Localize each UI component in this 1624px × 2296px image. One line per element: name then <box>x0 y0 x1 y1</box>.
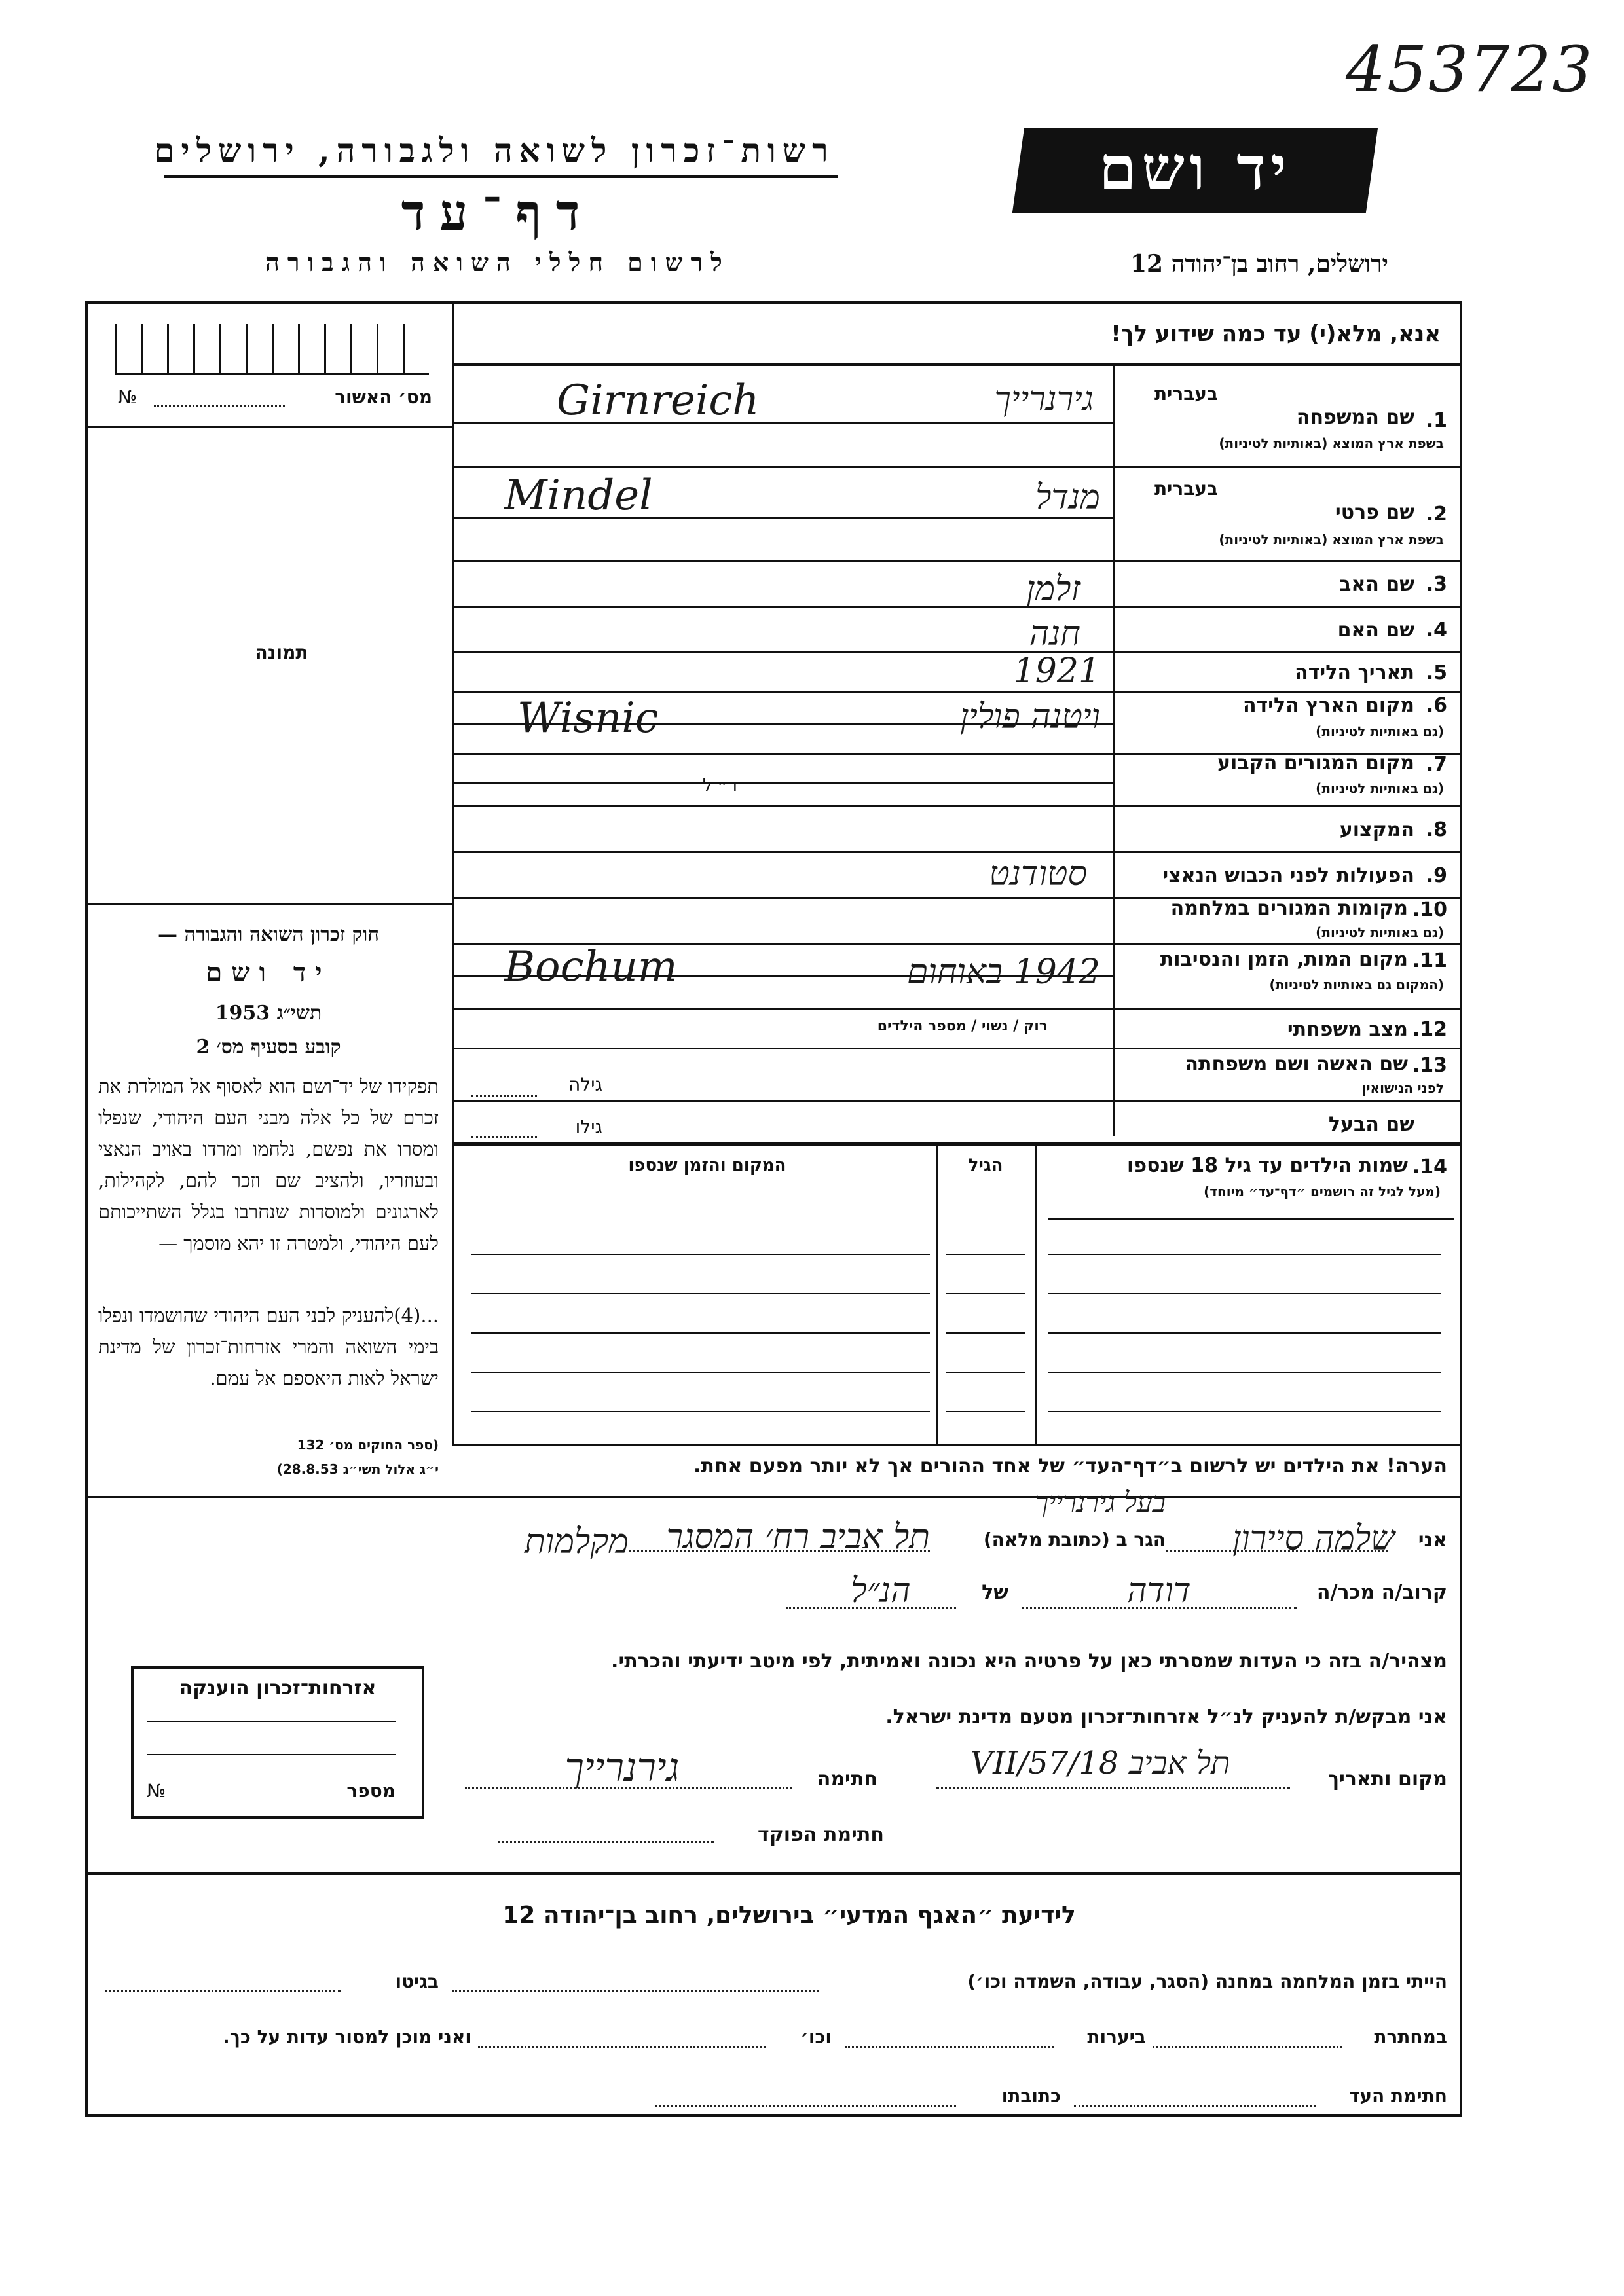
authority-name: רשות־זכרון לשואה ולגבורה, ירושלים <box>154 131 835 170</box>
husband-label: שם הבעל <box>1328 1113 1414 1136</box>
field-4-num: 4. <box>1426 619 1447 642</box>
field-9-value: סטודנט <box>989 854 1087 894</box>
field-1-label: שם המשפחה <box>1296 406 1414 429</box>
field-8-label: המקצוע <box>1339 818 1414 841</box>
field-12-options: רוק / נשוי / מספר הילדים <box>877 1018 1048 1034</box>
field-6-note: (גם באותיות לטיניות) <box>1316 723 1444 739</box>
archive-number: 453723 <box>1346 33 1594 106</box>
law-name: יד ושם <box>206 957 331 988</box>
approval-grid <box>115 324 429 375</box>
remark-top <box>452 1444 1460 1446</box>
children-row <box>471 1332 930 1334</box>
instructions: אנא, מלא(י) עד כמה שידוע לך! <box>1111 321 1441 347</box>
field-4-value: חנה <box>1029 614 1080 653</box>
field-7-label: מקום המגורים הקבוע <box>1217 752 1414 774</box>
row-line <box>452 1008 1460 1010</box>
children-row <box>946 1332 1025 1334</box>
footer-row2-a: במחתרת <box>1374 2026 1447 2048</box>
children-row <box>471 1411 930 1412</box>
children-row <box>1048 1293 1441 1294</box>
field-10-label: מקומות המגורים במלחמה <box>1170 897 1408 920</box>
field-8-num: 8. <box>1426 818 1447 841</box>
approval-rule <box>85 426 452 428</box>
citizenship-line <box>147 1721 396 1722</box>
row-line <box>452 805 1460 807</box>
witness-address-dots <box>629 1550 930 1552</box>
witness-address-value: תל אביב רח׳ המסגר <box>666 1518 930 1557</box>
citizenship-number-label: מספר <box>346 1780 396 1802</box>
footer-row2-dots-a <box>1153 2046 1342 2048</box>
field-6-latin-value: Wisnic <box>517 694 659 742</box>
signature-value: גירנרייך <box>564 1745 680 1791</box>
footer-row1-dots <box>452 1990 819 1992</box>
row-line <box>452 466 1460 468</box>
form-subtitle: לרשום חללי השואה והגבורה <box>265 247 730 277</box>
citizenship-line <box>147 1754 396 1755</box>
children-col-divider <box>1035 1144 1037 1444</box>
footer-title: לידיעת ״האגף המדעי״ בירושלים, רחוב בן־יהודה 12 <box>502 1902 1076 1929</box>
field-11-num: 11. <box>1412 949 1447 972</box>
children-header-rule <box>1048 1218 1454 1220</box>
field-13-age-dots <box>471 1095 537 1097</box>
signature-label: חתימה <box>817 1768 877 1791</box>
instruction-rule <box>452 363 1460 366</box>
children-row <box>1048 1332 1441 1334</box>
of-value: הנ״ל <box>851 1571 911 1611</box>
footer-row1-dots-2 <box>105 1990 341 1992</box>
children-row <box>471 1293 930 1294</box>
left-column-divider <box>452 301 454 1444</box>
officer-label: חתימת הפוקד <box>758 1823 884 1846</box>
children-row <box>1048 1254 1441 1255</box>
approval-label: מס׳ האשור <box>335 386 432 408</box>
witness-name: שלמה סיירון <box>1232 1519 1395 1558</box>
field-2-num: 2. <box>1426 503 1447 526</box>
field-3-value: זלמן <box>1026 570 1080 609</box>
field-6-label: מקום הארץ הלידה <box>1242 694 1414 717</box>
row-line <box>452 851 1460 853</box>
witness-name-dots <box>1166 1550 1388 1552</box>
footer-row2-c: וכו׳ <box>800 2026 832 2048</box>
children-row <box>946 1293 1025 1294</box>
husband-age-dots <box>471 1136 537 1138</box>
declaration: מצהיר/ה בזה כי העדות שמסרתי כאן על פרטיה היא נכונה ואמיתית, לפי מיטב ידיעתי והכרתי. <box>611 1650 1447 1673</box>
children-col-divider <box>936 1144 938 1444</box>
footer-row3-dots-b <box>655 2105 956 2107</box>
footer-row2-dots-c <box>478 2046 766 2048</box>
citizenship-title: אזרחות־זכרון הוענקה <box>179 1677 377 1700</box>
field-1-hebrew-value: גירנרייך <box>994 380 1094 419</box>
field-1-latin-value: Girnreich <box>557 376 760 425</box>
children-num: 14. <box>1412 1156 1447 1178</box>
husband-age-label: גילו <box>575 1116 602 1138</box>
field-2-label: שם פרטי <box>1335 501 1414 524</box>
field-2-latin-value: Mindel <box>504 471 653 520</box>
form-title: דף־עד <box>401 183 595 242</box>
field-2-note: בשפת ארץ המוצא (באותיות לטיניות) <box>1219 532 1444 547</box>
law-year: תשי״ג 1953 <box>215 1002 322 1025</box>
row-line <box>452 1048 1460 1049</box>
place-date-dots <box>936 1787 1290 1789</box>
field-11-label: מקום המות, הזמן והנסיבות <box>1160 948 1408 971</box>
header-rule <box>164 175 838 178</box>
field-12-label: מצב משפחתי <box>1287 1018 1408 1041</box>
footer-row3-a: חתימת העד <box>1348 2085 1447 2107</box>
relative-label: קרוב/ה מכר/ה <box>1316 1581 1447 1604</box>
witness-extra-hand: מקלמות <box>525 1522 629 1561</box>
yad-vashem-logo <box>1012 128 1378 213</box>
logo-text: יד ושם <box>1099 133 1292 204</box>
children-row <box>1048 1411 1441 1412</box>
field-3-label: שם האב <box>1339 573 1414 596</box>
place-date-value: תל אביב 18/VII/57 <box>970 1745 1230 1781</box>
footer-row3-b: כתובתו <box>1001 2085 1061 2107</box>
footer-row1-a: הייתי בזמן המלחמה במחנה (הסגר, עבודה, השמדה וכו׳) <box>967 1971 1447 1992</box>
relative-value: דודה <box>1127 1571 1191 1611</box>
children-row <box>1048 1372 1441 1373</box>
footer-row2-d: ואני מוכן למסור עדות על כך. <box>223 2026 471 2048</box>
remark: הערה! את הילדים יש לרשום ב״דף־העד״ של אחד ההורים אך לא יותר מפעם אחת. <box>693 1455 1447 1478</box>
remark-bottom <box>85 1496 1460 1498</box>
witness-ani: אני <box>1418 1529 1447 1552</box>
of-label: של <box>982 1581 1008 1604</box>
law-title: חוק זכרון השואה והגבורה — <box>158 923 379 946</box>
footer-row3-dots-a <box>1074 2105 1316 2107</box>
citizenship-box <box>131 1666 424 1819</box>
law-source-1: (ספר החוקים מס׳ 132 <box>297 1437 439 1453</box>
field-13-label: שם האשה ושם משפחתה <box>1185 1053 1408 1076</box>
field-13-age-label: גילה <box>568 1074 602 1095</box>
field-10-note: (גם באותיות לטיניות) <box>1316 924 1444 940</box>
witness-address-label: הגר ב (כתובת מלאה) <box>983 1529 1166 1550</box>
footer-row2-dots-b <box>845 2046 1054 2048</box>
signature-dots <box>465 1787 792 1789</box>
field-7-num: 7. <box>1426 753 1447 776</box>
footer-row2-b: ביערות <box>1087 2026 1146 2048</box>
law-item4: ...(4)להעניק לבני העם היהודי שהושמדו ונפלו בימי השואה והמרי אזרחות־זכרון של מדינת ישראל לאות היאספם אל עמם. <box>98 1304 439 1389</box>
photo-label: תמונה <box>255 642 308 663</box>
children-row <box>471 1372 930 1373</box>
hebrew-note-2: בעברית <box>1154 478 1218 500</box>
field-5-num: 5. <box>1426 661 1447 684</box>
children-top <box>452 1144 1460 1146</box>
children-row <box>946 1411 1025 1412</box>
field-3-num: 3. <box>1426 573 1447 596</box>
field-6-value: ויטנה פולין <box>959 697 1100 737</box>
field-9-num: 9. <box>1426 864 1447 887</box>
field-13-note: לפני הנישואין <box>1361 1080 1444 1096</box>
field-6-num: 6. <box>1426 694 1447 717</box>
row-line <box>452 560 1460 562</box>
law-source-2: י״ג אלול תשי״ג 28.8.53) <box>276 1461 439 1477</box>
children-row <box>946 1254 1025 1255</box>
of-dots <box>786 1607 956 1609</box>
photo-rule <box>85 903 452 905</box>
field-11-value: 1942 באוחום <box>907 953 1100 992</box>
field-7-note: (גם באותיות לטיניות) <box>1316 780 1444 796</box>
law-clause: קובע בסעיף מס׳ 2 <box>196 1036 341 1059</box>
label-column-divider <box>1113 363 1115 1136</box>
field-9-label: הפעולות לפני הכבוש הנאצי <box>1162 864 1414 887</box>
children-label: שמות הילדים עד גיל 18 שנספו <box>1127 1154 1408 1177</box>
field-1-note: בשפת ארץ המוצא (באותיות לטיניות) <box>1219 435 1444 451</box>
field-1-num: 1. <box>1426 409 1447 432</box>
field-2-hebrew-value: מנדל <box>1035 478 1100 517</box>
field-10-num: 10. <box>1412 898 1447 921</box>
law-body: תפקידו של יד־ושם הוא לאסוף אל המולדת את זכרם של כל אלה מבני העם היהודי, שנפלו ומסרו את נפשם, נלחמו ומרדו באויב הנאצי ובעוזריו, ולהציב שם וזכר להם, לקהילות, לארגונים ולמוסדות שנחרבו בגלל השתייכותם לעם היהודי, ולמטרה זו יהא מוסמך — <box>98 1075 439 1254</box>
footer-top <box>85 1872 1460 1875</box>
field-5-value: 1921 <box>1013 651 1100 691</box>
field-13-num: 13. <box>1412 1054 1447 1077</box>
row-line <box>452 691 1460 693</box>
children-note: (מעל לגיל זה רושמים ״דף־עד״ מיוחד) <box>1204 1184 1441 1199</box>
children-col-place: המקום והזמן שנספו <box>628 1156 786 1175</box>
relative-dots <box>1022 1607 1297 1609</box>
children-row <box>946 1372 1025 1373</box>
field-5-label: תאריך הלידה <box>1295 661 1414 684</box>
approval-number-sign: № <box>118 386 138 408</box>
officer-dots <box>498 1841 714 1843</box>
field-11-note: (המקום גם באותיות לטיניות) <box>1269 977 1444 993</box>
field-4-label: שם האם <box>1337 619 1414 642</box>
row-line <box>452 1100 1460 1102</box>
footer-row1-b: בגיטו <box>395 1971 439 1992</box>
witness-hand-above: בעל גירנרייך <box>1035 1486 1166 1518</box>
children-row <box>471 1254 930 1255</box>
request: אני מבקש/ת להעניק לנ״ל אזרחות־זכרון מטעם מדינת ישראל. <box>885 1705 1447 1728</box>
approval-dots <box>154 405 285 407</box>
field-12-num: 12. <box>1412 1018 1447 1041</box>
hebrew-note-1: בעברית <box>1154 383 1218 405</box>
place-date-label: מקום ותאריך <box>1327 1768 1447 1791</box>
children-col-age: הגיל <box>968 1156 1003 1175</box>
field-7-value: ד״ ל <box>703 776 738 795</box>
field-11-latin-value: Bochum <box>504 943 678 991</box>
citizenship-number-sign: № <box>147 1780 166 1802</box>
address: ירושלים, רחוב בן־יהודה 12 <box>1130 250 1388 278</box>
